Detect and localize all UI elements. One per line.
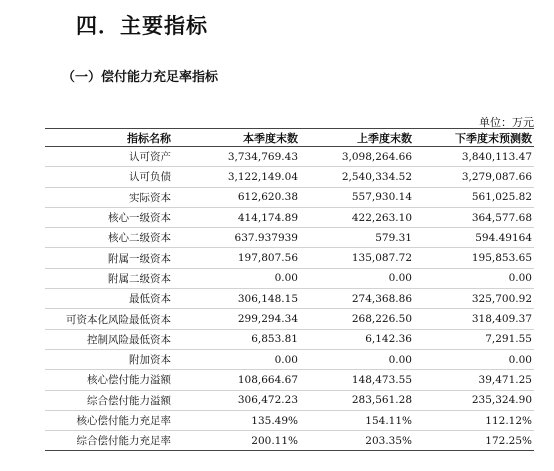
forecast-value: 3,840,113.47	[414, 147, 534, 167]
indicator-name: 核心偿付能力溢额	[45, 370, 173, 390]
table-row	[45, 410, 534, 430]
table-row	[45, 349, 534, 369]
indicator-name: 附加资本	[45, 349, 173, 369]
table-row	[45, 390, 534, 410]
previous-quarter-value: 203.35%	[300, 431, 414, 451]
forecast-value: 195,853.65	[414, 248, 534, 268]
previous-quarter-value: 283,561.28	[300, 390, 414, 410]
table-row	[45, 228, 534, 248]
current-quarter-value: 0.00	[173, 349, 300, 369]
header-previous-quarter: 上季度末数	[300, 129, 414, 147]
forecast-value: 172.25%	[414, 431, 534, 451]
previous-quarter-value: 2,540,334.52	[300, 167, 414, 187]
table-header-row	[45, 129, 534, 147]
indicator-name: 最低资本	[45, 289, 173, 309]
page-title: 四．主要指标	[76, 13, 208, 38]
current-quarter-value: 306,148.15	[173, 289, 300, 309]
table-row	[45, 207, 534, 227]
current-quarter-value: 299,294.34	[173, 309, 300, 329]
current-quarter-value: 637.937939	[173, 228, 300, 248]
previous-quarter-value: 268,226.50	[300, 309, 414, 329]
indicator-name: 实际资本	[45, 187, 173, 207]
table-row	[45, 187, 534, 207]
indicator-name: 核心一级资本	[45, 207, 173, 227]
current-quarter-value: 3,734,769.43	[173, 147, 300, 167]
previous-quarter-value: 135,087.72	[300, 248, 414, 268]
unit-label: 单位：万元	[479, 116, 534, 129]
previous-quarter-value: 274,368.86	[300, 289, 414, 309]
indicator-name: 可资本化风险最低资本	[45, 309, 173, 329]
forecast-value: 0.00	[414, 349, 534, 369]
forecast-value: 0.00	[414, 268, 534, 288]
previous-quarter-value: 0.00	[300, 349, 414, 369]
current-quarter-value: 108,664.67	[173, 370, 300, 390]
previous-quarter-value: 422,263.10	[300, 207, 414, 227]
table-row	[45, 167, 534, 187]
forecast-value: 325,700.92	[414, 289, 534, 309]
previous-quarter-value: 6,142.36	[300, 329, 414, 349]
previous-quarter-value: 579.31	[300, 228, 414, 248]
forecast-value: 112.12%	[414, 410, 534, 430]
table-row	[45, 309, 534, 329]
indicator-name: 核心偿付能力充足率	[45, 410, 173, 430]
forecast-value: 561,025.82	[414, 187, 534, 207]
previous-quarter-value: 148,473.55	[300, 370, 414, 390]
table-row	[45, 431, 534, 451]
header-indicator-name: 指标名称	[45, 129, 173, 147]
forecast-value: 318,409.37	[414, 309, 534, 329]
indicator-name: 附属一级资本	[45, 248, 173, 268]
indicator-name: 附属二级资本	[45, 268, 173, 288]
current-quarter-value: 414,174.89	[173, 207, 300, 227]
current-quarter-value: 200.11%	[173, 431, 300, 451]
forecast-value: 235,324.90	[414, 390, 534, 410]
indicator-name: 核心二级资本	[45, 228, 173, 248]
current-quarter-value: 0.00	[173, 268, 300, 288]
table-row	[45, 147, 534, 167]
indicator-name: 控制风险最低资本	[45, 329, 173, 349]
previous-quarter-value: 0.00	[300, 268, 414, 288]
current-quarter-value: 306,472.23	[173, 390, 300, 410]
indicator-name: 认可资产	[45, 147, 173, 167]
table-row	[45, 289, 534, 309]
previous-quarter-value: 557,930.14	[300, 187, 414, 207]
current-quarter-value: 3,122,149.04	[173, 167, 300, 187]
table-row	[45, 268, 534, 288]
forecast-value: 39,471.25	[414, 370, 534, 390]
forecast-value: 364,577.68	[414, 207, 534, 227]
previous-quarter-value: 154.11%	[300, 410, 414, 430]
indicator-name: 综合偿付能力溢额	[45, 390, 173, 410]
indicator-name: 综合偿付能力充足率	[45, 431, 173, 451]
current-quarter-value: 197,807.56	[173, 248, 300, 268]
table-row	[45, 329, 534, 349]
forecast-value: 3,279,087.66	[414, 167, 534, 187]
indicator-name: 认可负债	[45, 167, 173, 187]
forecast-value: 594.49164	[414, 228, 534, 248]
header-next-quarter-forecast: 下季度末预测数	[414, 129, 534, 147]
current-quarter-value: 612,620.38	[173, 187, 300, 207]
solvency-indicator-table	[45, 128, 534, 451]
current-quarter-value: 6,853.81	[173, 329, 300, 349]
previous-quarter-value: 3,098,264.66	[300, 147, 414, 167]
table-row	[45, 248, 534, 268]
header-current-quarter: 本季度末数	[173, 129, 300, 147]
table-row	[45, 370, 534, 390]
forecast-value: 7,291.55	[414, 329, 534, 349]
section-title: （一）偿付能力充足率指标	[62, 70, 219, 85]
current-quarter-value: 135.49%	[173, 410, 300, 430]
